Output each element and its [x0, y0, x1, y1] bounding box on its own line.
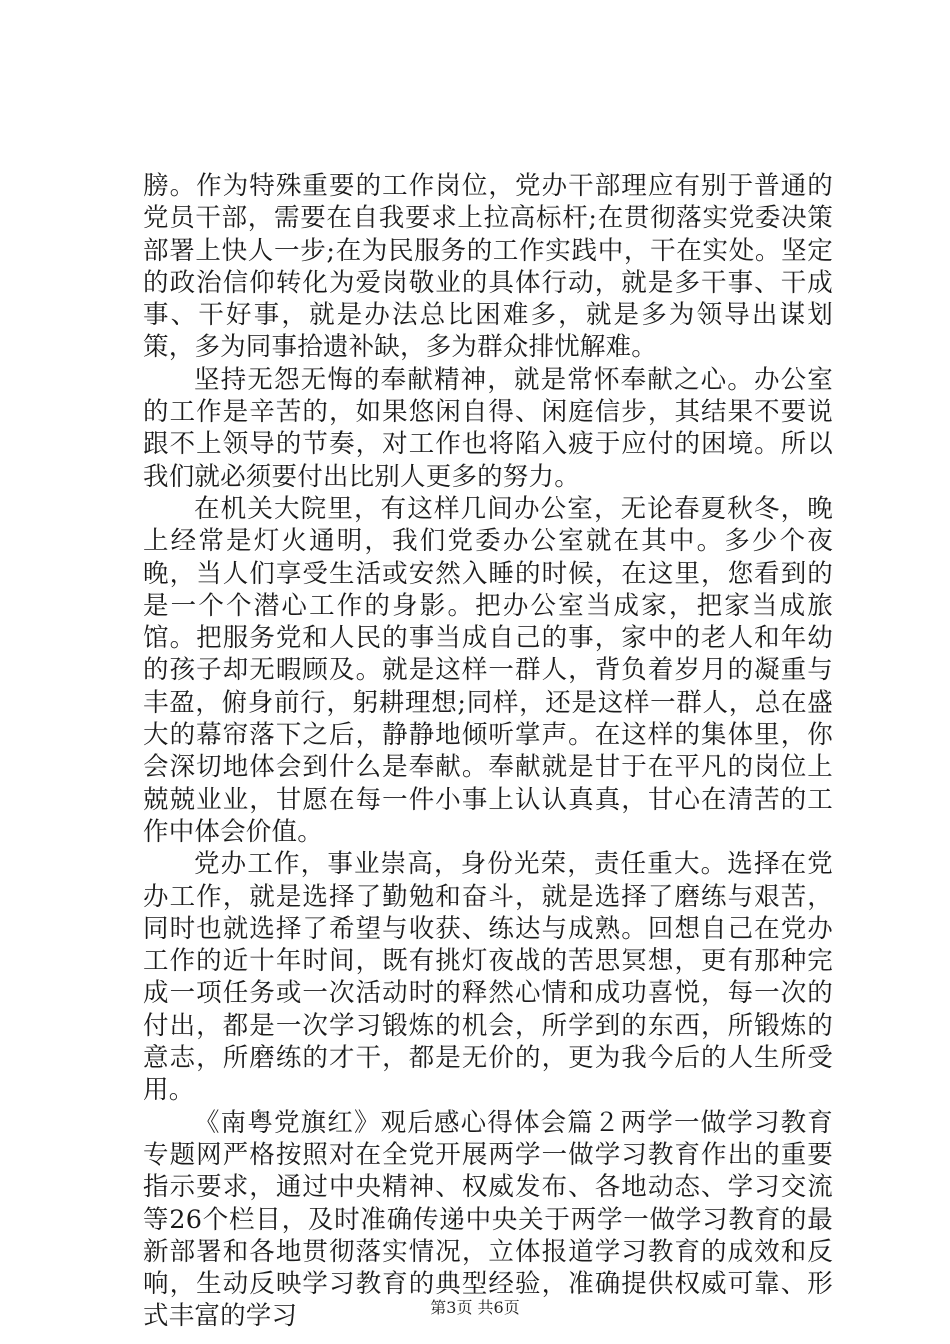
paragraph-4: 党办工作，事业崇高，身份光荣，责任重大。选择在党办工作，就是选择了勤勉和奋斗，就是选择了磨练与艰苦，同时也就选择了希望与收获、练达与成熟。回想自己在党办工作的近十年时间，既有挑灯夜战的苦思冥想，更有那种完成一项任务或一次活动时的释然心情和成功喜悦，每一次的付出，都是一次学习锻炼的机会，所学到的东西，所锻炼的意志，所磨练的才干，都是无价的，更为我今后的人生所受用。 [143, 849, 833, 1106]
paragraph-5: 《南粤党旗红》观后感心得体会篇２两学一做学习教育专题网严格按照对在全党开展两学一做学习教育作出的重要指示要求，通过中央精神、权威发布、各地动态、学习交流等26个栏目，及时准确传递中央关于两学一做学习教育的最新部署和各地贯彻落实情况，立体报道学习教育的成效和反响，生动反映学习教育的典型经验，准确提供权威可靠、形式丰富的学习 [143, 1107, 833, 1332]
document-body [143, 170, 833, 1333]
paragraph-3: 在机关大院里，有这样几间办公室，无论春夏秋冬，晚上经常是灯火通明，我们党委办公室就在其中。多少个夜晚，当人们享受生活或安然入睡的时候，在这里，您看到的是一个个潜心工作的身影。把办公室当成家，把家当成旅馆。把服务党和人民的事当成自己的事，家中的老人和年幼的孩子却无暇顾及。就是这样一群人，背负着岁月的凝重与丰盈，俯身前行，躬耕理想;同样，还是这样一群人，总在盛大的幕帘落下之后，静静地倾听掌声。在这样的集体里，你会深切地体会到什么是奉献。奉献就是甘于在平凡的岗位上兢兢业业，甘愿在每一件小事上认认真真，甘心在清苦的工作中体会价值。 [143, 493, 833, 847]
paragraph-1: 膀。作为特殊重要的工作岗位，党办干部理应有别于普通的党员干部，需要在自我要求上拉高标杆;在贯彻落实党委决策部署上快人一步;在为民服务的工作实践中，干在实处。坚定的政治信仰转化为爱岗敬业的具体行动，就是多干事、干成事、干好事，就是办法总比困难多，就是多为领导出谋划策，多为同事拾遗补缺，多为群众排忧解难。 [143, 171, 833, 363]
page-number-footer: 第3页 共6页 [430, 1298, 520, 1317]
paragraph-2: 坚持无怨无悔的奉献精神，就是常怀奉献之心。办公室的工作是辛苦的，如果悠闲自得、闲庭信步，其结果不要说跟不上领导的节奏，对工作也将陷入疲于应付的困境。所以我们就必须要付出比别人更多的努力。 [143, 364, 833, 492]
